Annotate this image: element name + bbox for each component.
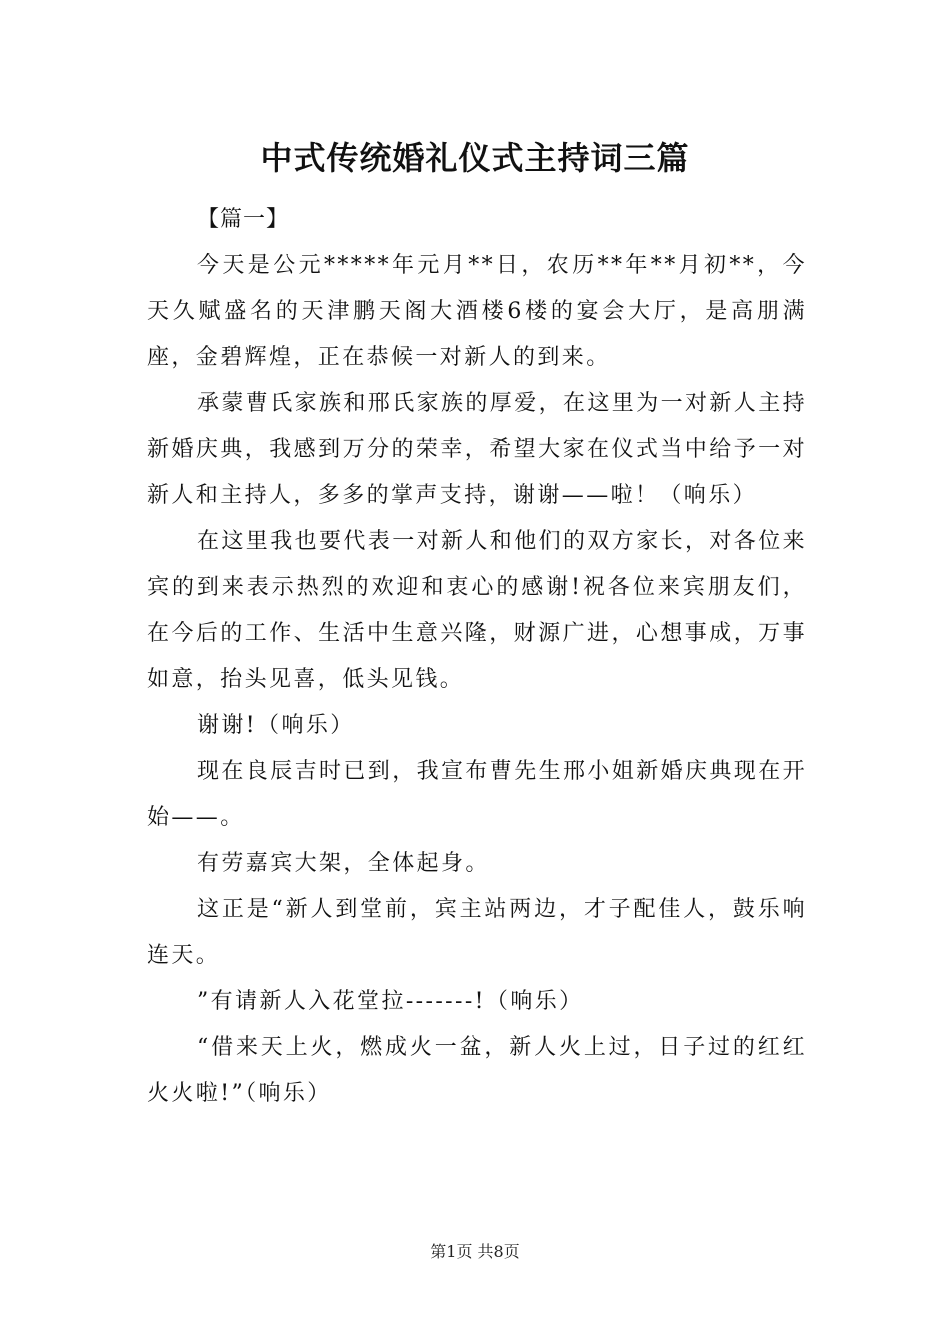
page-footer: 第1页 共8页 [430,1242,520,1261]
paragraph: 今天是公元*****年元月**日，农历**年**月初**，今天久赋盛名的天津鹏天阁大酒楼6楼的宴会大厅，是高朋满座，金碧辉煌，正在恭候一对新人的到来。 [147,253,807,370]
paragraph: 这正是“新人到堂前，宾主站两边，才子配佳人，鼓乐响连天。 [147,897,807,968]
paragraph: 谢谢!（响乐） [197,713,355,738]
paragraph: ”有请新人入花堂拉-------!（响乐） [197,989,584,1014]
section-heading: 【篇一】 [197,207,290,232]
document-title: 中式传统婚礼仪式主持词三篇 [260,139,690,177]
paragraph: 现在良辰吉时已到，我宣布曹先生邢小姐新婚庆典现在开始——。 [147,759,808,830]
paragraph: 承蒙曹氏家族和邢氏家族的厚爱，在这里为一对新人主持新婚庆典，我感到万分的荣幸，希望大家在仪式当中给予一对新人和主持人，多多的掌声支持，谢谢——啦！（响乐） [147,391,808,508]
paragraph: 在这里我也要代表一对新人和他们的双方家长，对各位来宾的到来表示热烈的欢迎和衷心的感谢!祝各位来宾朋友们，在今后的工作、生活中生意兴隆，财源广进，心想事成，万事如意，抬头见喜，低头见钱。 [147,529,808,692]
paragraph: 有劳嘉宾大架，全体起身。 [197,851,490,876]
paragraph: “借来天上火，燃成火一盆，新人火上过，日子过的红红火火啦!”（响乐） [147,1035,807,1106]
document-body [147,197,807,1117]
